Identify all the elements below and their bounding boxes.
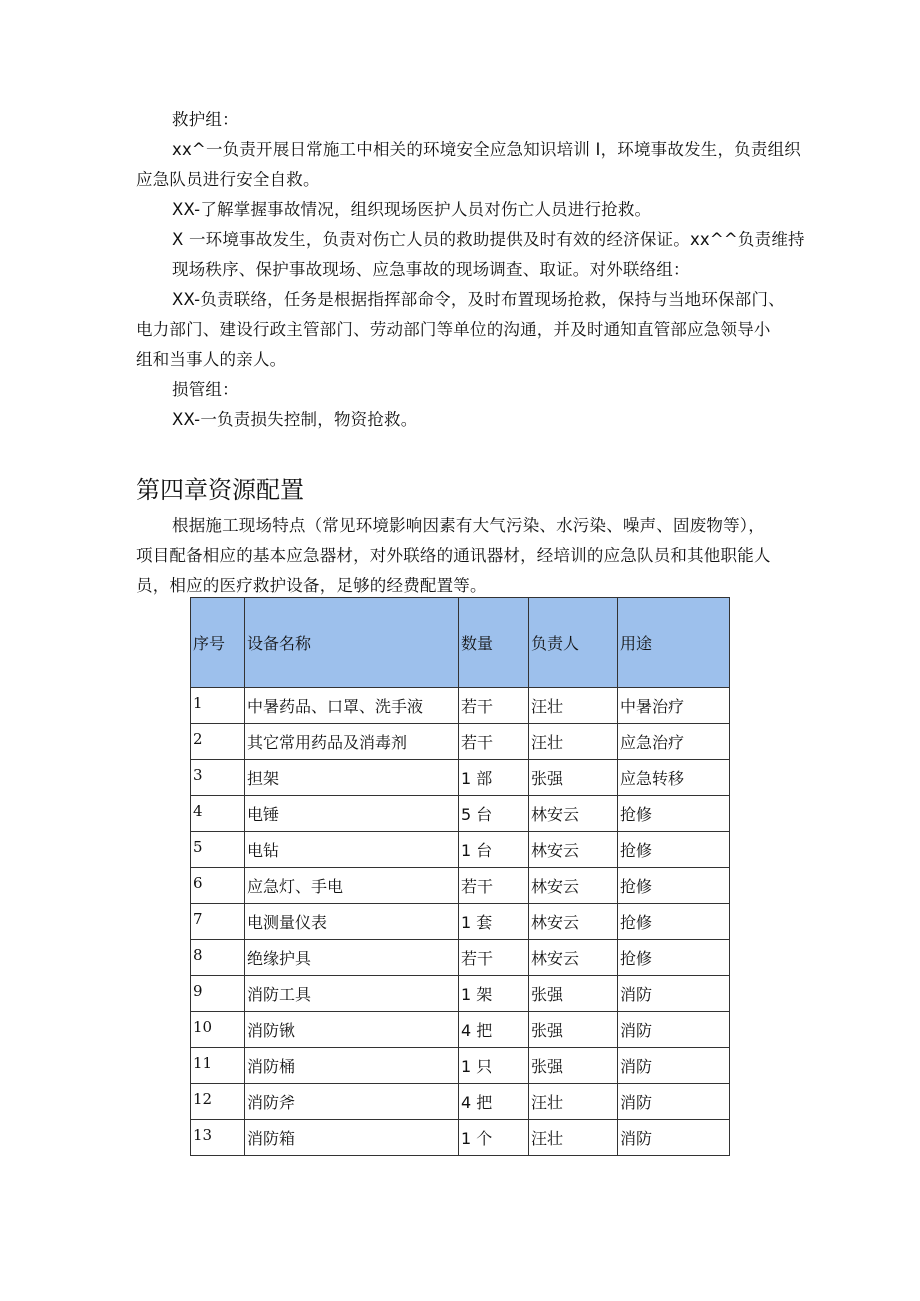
cell-index: 5 bbox=[191, 832, 245, 868]
cell-quantity: 若干 bbox=[459, 868, 529, 904]
cell-purpose: 中暑治疗 bbox=[618, 688, 730, 724]
table-row bbox=[191, 760, 730, 796]
cell-index: 10 bbox=[191, 1012, 245, 1048]
header-cell-name: 设备名称 bbox=[245, 598, 459, 688]
cell-name: 消防桶 bbox=[245, 1048, 459, 1084]
cell-index: 11 bbox=[191, 1048, 245, 1084]
cell-owner: 林安云 bbox=[529, 940, 618, 976]
cell-index: 7 bbox=[191, 904, 245, 940]
damage-group-label: 损管组： bbox=[172, 380, 239, 399]
paragraph-line: 项目配备相应的基本应急器材，对外联络的通讯器材，经培训的应急队员和其他职能人 bbox=[136, 546, 771, 565]
cell-purpose: 抢修 bbox=[618, 868, 730, 904]
cell-purpose: 消防 bbox=[618, 1012, 730, 1048]
paragraph-line: XX-了解掌握事故情况，组织现场医护人员对伤亡人员进行抢救。 bbox=[172, 200, 652, 219]
cell-purpose: 应急治疗 bbox=[618, 724, 730, 760]
cell-name: 消防斧 bbox=[245, 1084, 459, 1120]
cell-name: 消防锹 bbox=[245, 1012, 459, 1048]
cell-quantity: 1 只 bbox=[459, 1048, 529, 1084]
table-header-row bbox=[191, 598, 730, 688]
cell-purpose: 消防 bbox=[618, 1120, 730, 1156]
paragraph-line: X 一环境事故发生，负责对伤亡人员的救助提供及时有效的经济保证。xx^^负责维持 bbox=[172, 230, 805, 249]
cell-index: 6 bbox=[191, 868, 245, 904]
cell-name: 绝缘护具 bbox=[245, 940, 459, 976]
table-row bbox=[191, 1084, 730, 1120]
cell-owner: 汪壮 bbox=[529, 688, 618, 724]
table-row bbox=[191, 976, 730, 1012]
cell-owner: 林安云 bbox=[529, 796, 618, 832]
paragraph-line: XX-负责联络，任务是根据指挥部命令，及时布置现场抢救，保持与当地环保部门、 bbox=[172, 290, 785, 309]
cell-owner: 林安云 bbox=[529, 832, 618, 868]
table-row bbox=[191, 724, 730, 760]
cell-owner: 张强 bbox=[529, 1048, 618, 1084]
cell-index: 9 bbox=[191, 976, 245, 1012]
cell-quantity: 若干 bbox=[459, 940, 529, 976]
cell-owner: 张强 bbox=[529, 1012, 618, 1048]
table-row bbox=[191, 796, 730, 832]
cell-name: 应急灯、手电 bbox=[245, 868, 459, 904]
rescue-group-label: 救护组： bbox=[172, 110, 239, 129]
cell-quantity: 1 套 bbox=[459, 904, 529, 940]
cell-purpose: 抢修 bbox=[618, 904, 730, 940]
cell-name: 担架 bbox=[245, 760, 459, 796]
cell-name: 电钻 bbox=[245, 832, 459, 868]
cell-index: 13 bbox=[191, 1120, 245, 1156]
paragraph-line: 员，相应的医疗救护设备，足够的经费配置等。 bbox=[136, 576, 487, 595]
cell-owner: 林安云 bbox=[529, 904, 618, 940]
cell-owner: 张强 bbox=[529, 976, 618, 1012]
cell-name: 其它常用药品及消毒剂 bbox=[245, 724, 459, 760]
header-cell-purpose: 用途 bbox=[618, 598, 730, 688]
cell-index: 1 bbox=[191, 688, 245, 724]
table-row bbox=[191, 904, 730, 940]
cell-name: 消防工具 bbox=[245, 976, 459, 1012]
cell-purpose: 应急转移 bbox=[618, 760, 730, 796]
paragraph-line: 现场秩序、保护事故现场、应急事故的现场调查、取证。对外联络组： bbox=[172, 260, 690, 279]
cell-owner: 汪壮 bbox=[529, 724, 618, 760]
cell-index: 3 bbox=[191, 760, 245, 796]
cell-quantity: 1 架 bbox=[459, 976, 529, 1012]
table-row bbox=[191, 1048, 730, 1084]
cell-name: 消防箱 bbox=[245, 1120, 459, 1156]
paragraph-line: xx^一负责开展日常施工中相关的环境安全应急知识培训 I，环境事故发生，负责组织 bbox=[172, 140, 801, 159]
table-row bbox=[191, 688, 730, 724]
cell-index: 12 bbox=[191, 1084, 245, 1120]
cell-quantity: 4 把 bbox=[459, 1012, 529, 1048]
cell-quantity: 1 部 bbox=[459, 760, 529, 796]
paragraph-line: 根据施工现场特点（常见环境影响因素有大气污染、水污染、噪声、固废物等）， bbox=[172, 516, 765, 535]
cell-index: 2 bbox=[191, 724, 245, 760]
cell-name: 电锤 bbox=[245, 796, 459, 832]
cell-purpose: 消防 bbox=[618, 976, 730, 1012]
cell-quantity: 4 把 bbox=[459, 1084, 529, 1120]
cell-index: 4 bbox=[191, 796, 245, 832]
cell-owner: 张强 bbox=[529, 760, 618, 796]
cell-purpose: 抢修 bbox=[618, 832, 730, 868]
header-cell-owner: 负责人 bbox=[529, 598, 618, 688]
paragraph-line: 电力部门、建设行政主管部门、劳动部门等单位的沟通，并及时通知直管部应急领导小 bbox=[136, 320, 771, 339]
cell-quantity: 若干 bbox=[459, 724, 529, 760]
cell-index: 8 bbox=[191, 940, 245, 976]
cell-quantity: 若干 bbox=[459, 688, 529, 724]
table-row bbox=[191, 1120, 730, 1156]
cell-purpose: 消防 bbox=[618, 1048, 730, 1084]
cell-quantity: 1 台 bbox=[459, 832, 529, 868]
cell-name: 中暑药品、口罩、洗手液 bbox=[245, 688, 459, 724]
table-row bbox=[191, 868, 730, 904]
table-row bbox=[191, 1012, 730, 1048]
cell-owner: 汪壮 bbox=[529, 1084, 618, 1120]
equipment-table bbox=[190, 597, 730, 1156]
paragraph-line: XX-一负责损失控制，物资抢救。 bbox=[172, 410, 418, 429]
table-row bbox=[191, 940, 730, 976]
paragraph-line: 组和当事人的亲人。 bbox=[136, 350, 287, 369]
cell-quantity: 5 台 bbox=[459, 796, 529, 832]
cell-purpose: 抢修 bbox=[618, 940, 730, 976]
cell-name: 电测量仪表 bbox=[245, 904, 459, 940]
paragraph-line: 应急队员进行安全自救。 bbox=[136, 170, 320, 189]
table-row bbox=[191, 832, 730, 868]
cell-purpose: 消防 bbox=[618, 1084, 730, 1120]
cell-owner: 汪壮 bbox=[529, 1120, 618, 1156]
cell-owner: 林安云 bbox=[529, 868, 618, 904]
cell-purpose: 抢修 bbox=[618, 796, 730, 832]
chapter-title: 第四章资源配置 bbox=[136, 476, 304, 504]
header-cell-index: 序号 bbox=[191, 598, 245, 688]
cell-quantity: 1 个 bbox=[459, 1120, 529, 1156]
header-cell-quantity: 数量 bbox=[459, 598, 529, 688]
